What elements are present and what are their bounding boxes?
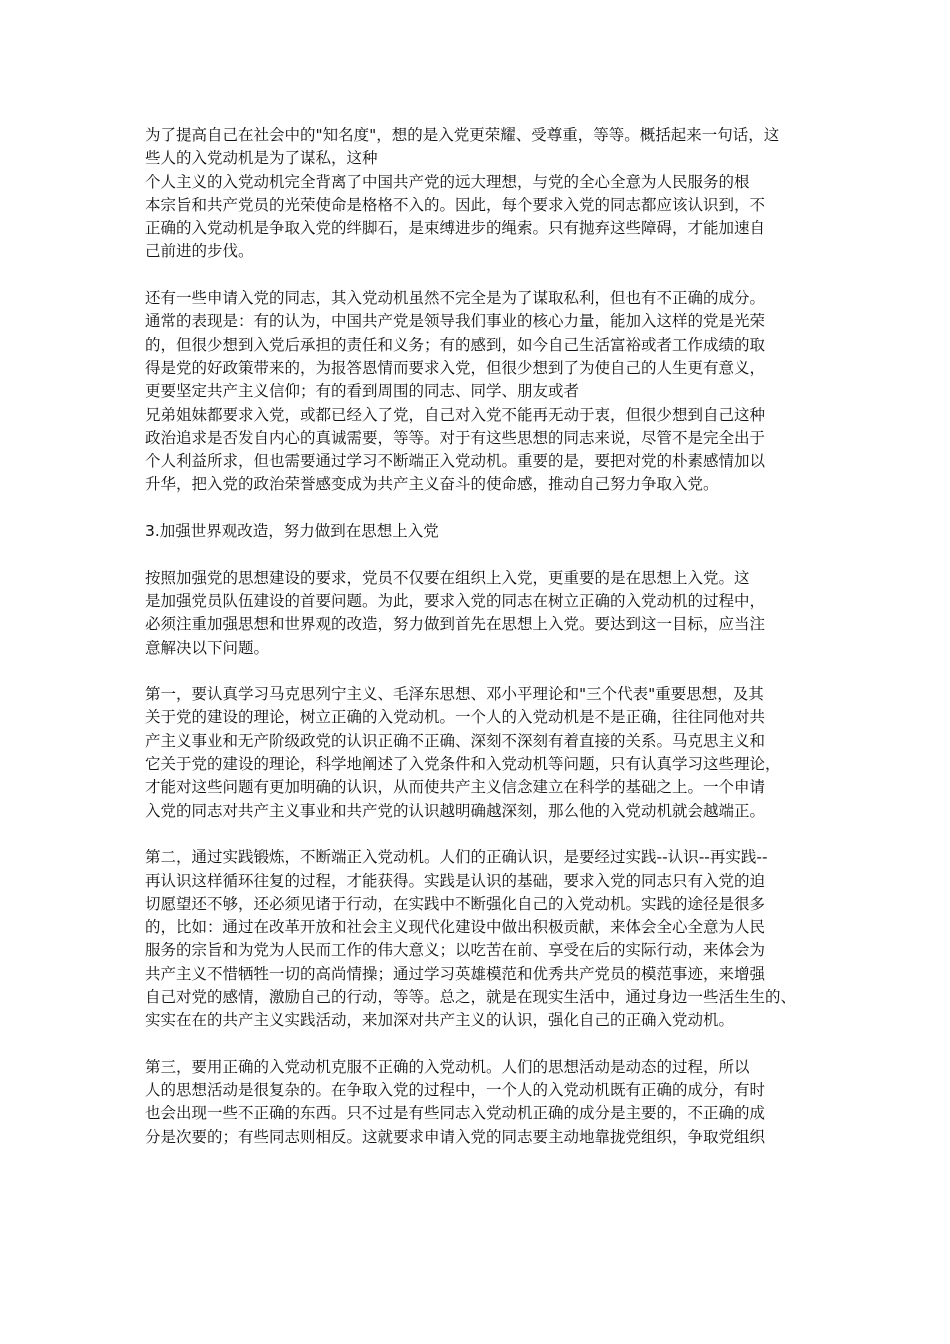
text-line: 关于党的建设的理论，树立正确的入党动机。一个人的入党动机是不是正确，往往同他对共 (145, 708, 766, 727)
paragraph (145, 520, 825, 543)
paragraph (145, 683, 825, 823)
text-line: 必须注重加强思想和世界观的改造，努力做到首先在思想上入党。要达到这一目标，应当注 (145, 615, 766, 634)
text-line: 共产主义不惜牺牲一切的高尚情操；通过学习英雄模范和优秀共产党员的模范事迹，来增强 (145, 964, 766, 983)
paragraph (145, 846, 825, 1032)
text-line: 是加强党员队伍建设的首要问题。为此，要求入党的同志在树立正确的入党动机的过程中， (145, 591, 766, 610)
text-line: 分是次要的；有些同志则相反。这就要求申请入党的同志要主动地靠拢党组织，争取党组织 (145, 1127, 766, 1146)
text-line: 切愿望还不够，还必须见诸于行动，在实践中不断强化自己的入党动机。实践的途径是很多 (145, 894, 766, 913)
paragraph (145, 567, 825, 660)
text-line: 的，但很少想到入党后承担的责任和义务；有的感到，如今自己生活富裕或者工作成绩的取 (145, 335, 766, 354)
text-line: 产主义事业和无产阶级政党的认识正确不正确、深刻不深刻有着直接的关系。马克思主义和 (145, 731, 766, 750)
paragraph (145, 1056, 825, 1149)
text-line: 第三，要用正确的入党动机克服不正确的入党动机。人们的思想活动是动态的过程，所以 (145, 1057, 750, 1076)
paragraph-gap (145, 543, 825, 566)
paragraph-gap (145, 264, 825, 287)
text-line: 才能对这些问题有更加明确的认识，从而使共产主义信念建立在科学的基础之上。一个申请 (145, 778, 766, 797)
text-line: 自己对党的感情，激励自己的行动，等等。总之，就是在现实生活中，通过身边一些活生生的、 (145, 987, 797, 1006)
text-line: 服务的宗旨和为党为人民而工作的伟大意义；以吃苦在前、享受在后的实际行动，来体会为 (145, 941, 766, 960)
text-line: 己前进的步伐。 (145, 242, 254, 261)
text-line: 实实在在的共产主义实践活动，来加深对共产主义的认识，强化自己的正确入党动机。 (145, 1011, 735, 1030)
document-body (145, 124, 825, 1149)
text-line: 按照加强党的思想建设的要求，党员不仅要在组织上入党，更重要的是在思想上入党。这 (145, 568, 750, 587)
text-line: 第一，要认真学习马克思列宁主义、毛泽东思想、邓小平理论和"三个代表"重要思想，及其 (145, 685, 764, 704)
text-line: 本宗旨和共产党员的光荣使命是格格不入的。因此，每个要求入党的同志都应该认识到，不 (145, 195, 766, 214)
paragraph-gap (145, 1033, 825, 1056)
text-line: 第二，通过实践锻炼，不断端正入党动机。人们的正确认识，是要经过实践--认识--再实践-- (145, 848, 768, 867)
paragraph-gap (145, 497, 825, 520)
text-line: 也会出现一些不正确的东西。只不过是有些同志入党动机正确的成分是主要的，不正确的成 (145, 1104, 766, 1123)
text-line: 还有一些申请入党的同志，其入党动机虽然不完全是为了谋取私利，但也有不正确的成分。 (145, 289, 766, 308)
paragraph-gap (145, 660, 825, 683)
paragraph (145, 287, 825, 497)
text-line: 的，比如：通过在改革开放和社会主义现代化建设中做出积极贡献，来体会全心全意为人民 (145, 918, 766, 937)
text-line: 个人主义的入党动机完全背离了中国共产党的远大理想，与党的全心全意为人民服务的根 (145, 172, 750, 191)
text-line: 通常的表现是：有的认为，中国共产党是领导我们事业的核心力量，能加入这样的党是光荣 (145, 312, 766, 331)
text-line: 得是党的好政策带来的，为报答恩情而要求入党，但很少想到了为使自己的人生更有意义， (145, 358, 766, 377)
text-line: 人的思想活动是很复杂的。在争取入党的过程中，一个人的入党动机既有正确的成分，有时 (145, 1081, 766, 1100)
paragraph (145, 124, 825, 264)
text-line: 些人的入党动机是为了谋私，这种 (145, 149, 378, 168)
text-line: 升华，把入党的政治荣誉感变成为共产主义奋斗的使命感，推动自己努力争取入党。 (145, 475, 719, 494)
text-line: 兄弟姐妹都要求入党，或都已经入了党，自己对入党不能再无动于衷，但很少想到自己这种 (145, 405, 766, 424)
text-line: 更要坚定共产主义信仰；有的看到周围的同志、同学、朋友或者 (145, 382, 580, 401)
text-line: 入党的同志对共产主义事业和共产党的认识越明确越深刻，那么他的入党动机就会越端正。 (145, 801, 766, 820)
text-line: 3.加强世界观改造，努力做到在思想上入党 (145, 522, 439, 541)
text-line: 个人利益所求，但也需要通过学习不断端正入党动机。重要的是，要把对党的朴素感情加以 (145, 452, 766, 471)
text-line: 正确的入党动机是争取入党的绊脚石，是束缚进步的绳索。只有抛弃这些障碍，才能加速自 (145, 219, 766, 238)
text-line: 为了提高自己在社会中的"知名度"，想的是入党更荣耀、受尊重，等等。概括起来一句话，这 (145, 126, 780, 144)
paragraph-gap (145, 823, 825, 846)
text-line: 再认识这样循环往复的过程，才能获得。实践是认识的基础，要求入党的同志只有入党的迫 (145, 871, 766, 890)
text-line: 政治追求是否发自内心的真诚需要，等等。对于有这些思想的同志来说，尽管不是完全出于 (145, 428, 766, 447)
text-line: 意解决以下问题。 (145, 638, 270, 657)
text-line: 它关于党的建设的理论，科学地阐述了入党条件和入党动机等问题，只有认真学习这些理论， (145, 755, 781, 774)
